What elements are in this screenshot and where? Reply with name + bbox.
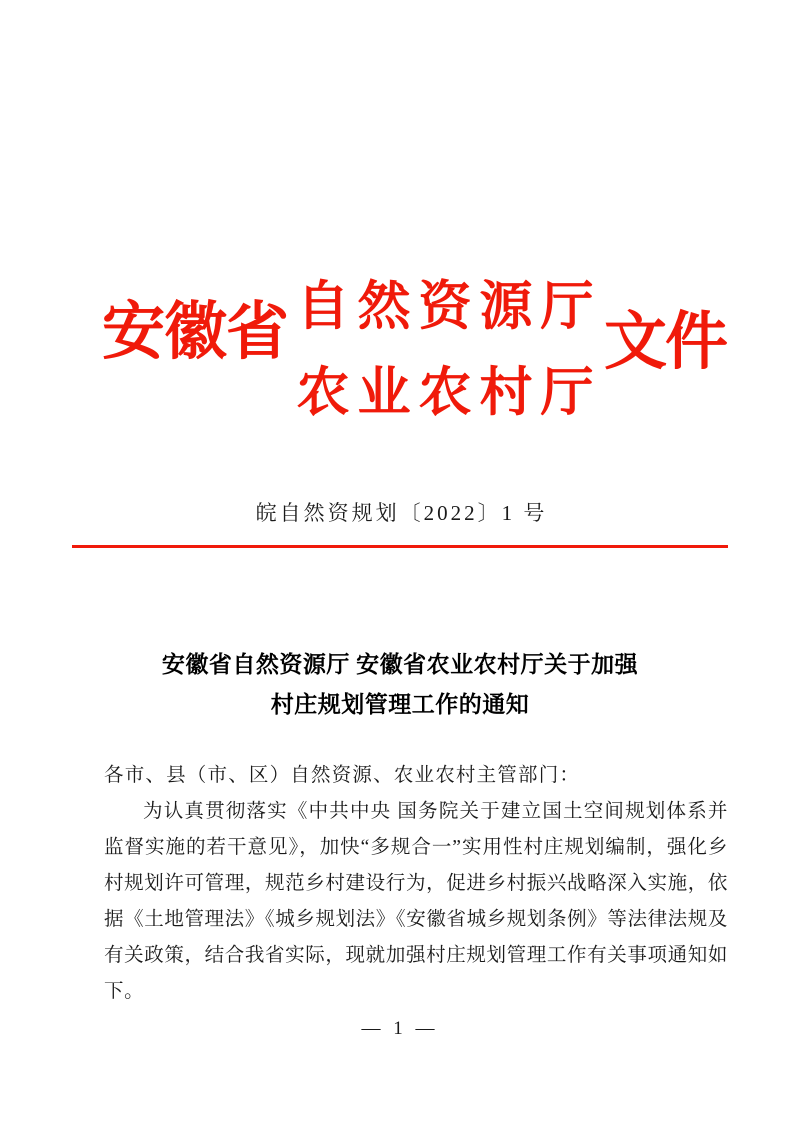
masthead-department-agriculture-rural: 农业农村厅 xyxy=(296,362,602,423)
document-title-line-1: 安徽省自然资源厅 安徽省农业农村厅关于加强 xyxy=(161,652,639,677)
document-title-line-2: 村庄规划管理工作的通知 xyxy=(270,692,530,717)
page-number: — 1 — xyxy=(361,1018,439,1039)
masthead-document-type: 文件 xyxy=(604,305,726,378)
document-title xyxy=(90,645,710,725)
red-separator-rule xyxy=(72,545,728,548)
document-body xyxy=(104,758,728,1010)
masthead-department-natural-resources: 自然资源厅 xyxy=(296,276,602,337)
document-salutation: 各市、县（市、区）自然资源、农业农村主管部门： xyxy=(104,765,581,786)
masthead-issuing-province: 安徽省 xyxy=(102,295,288,368)
document-serial-number: 皖自然资规划〔2022〕1 号 xyxy=(255,501,548,525)
document-masthead xyxy=(72,258,728,438)
masthead-issuing-departments xyxy=(280,264,610,436)
document-paragraph-1: 为认真贯彻落实《中共中央 国务院关于建立国土空间规划体系并监督实施的若干意见》，加快“多规合一”实用性村庄规划编制，强化乡村规划许可管理，规范乡村建设行为，促进乡村振兴战略深入实施，依据《土地管理法》《城乡规划法》《安徽省城乡规划条例》等法律法规及有关政策，结合我省实际，现就加强村庄规划管理工作有关事项通知如下。 xyxy=(104,801,728,1002)
